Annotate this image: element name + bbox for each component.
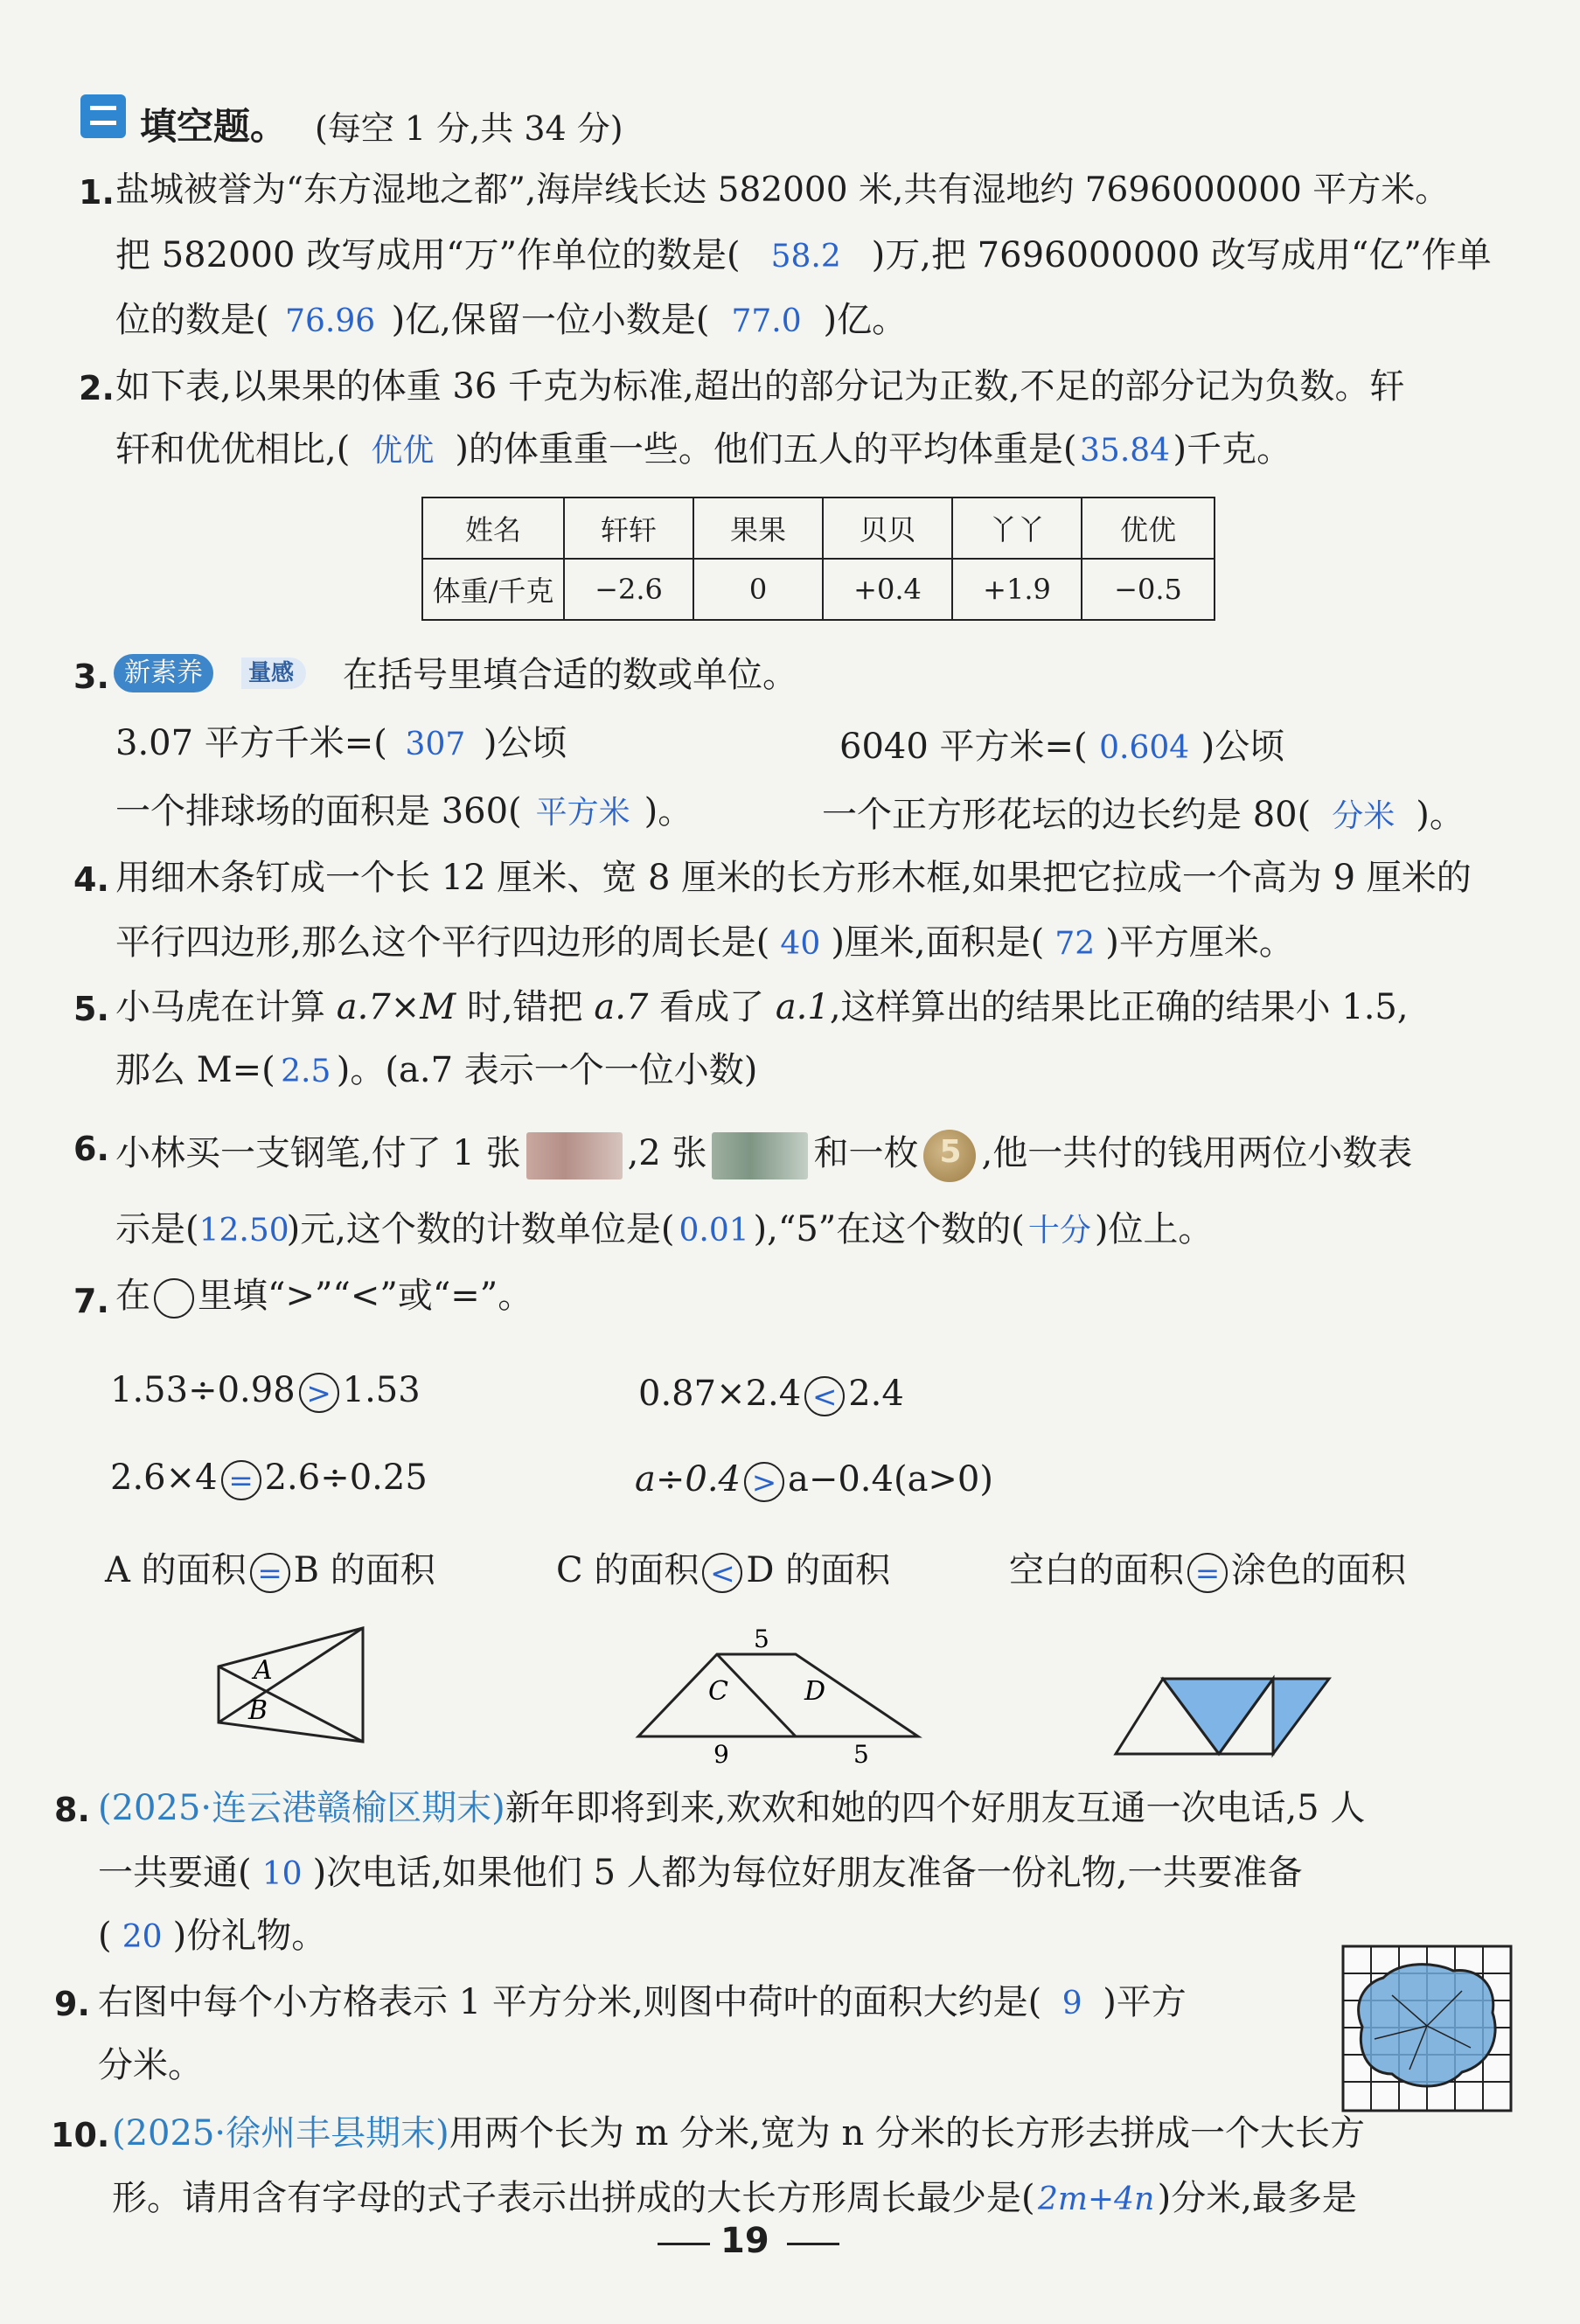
q6-answer-1[interactable]: 12.50 — [198, 1213, 289, 1249]
section-title: 填空题。 — [140, 105, 288, 148]
page-number-dash-left — [658, 2243, 710, 2245]
table-cell: 0 — [693, 559, 823, 620]
q2-line2: 轩和优优相比,( 优优 )的体重重一些。他们五人的平均体重是(35.84)千克。 — [115, 429, 1292, 470]
q9-answer-1[interactable]: 9 — [1061, 1986, 1082, 2021]
ten-yuan-note-icon — [526, 1132, 623, 1179]
q7-intro: 在 里填“>”“<”或“=”。 — [115, 1278, 532, 1319]
q9-number: 9. — [54, 1985, 90, 2023]
q5-number: 5. — [73, 990, 109, 1028]
q8-line2: 一共要通( 10 )次电话,如果他们 5 人都为每位好朋友准备一份礼物,一共要准备 — [98, 1853, 1303, 1893]
q5-line1: 小马虎在计算 a.7×M 时,错把 a.7 看成了 a.1,这样算出的结果比正确的结果小 1.5, — [115, 987, 1409, 1027]
q7-answer-4[interactable]: > — [744, 1462, 784, 1502]
q6-answer-2[interactable]: 0.01 — [679, 1213, 749, 1249]
section-note: (每空 1 分,共 34 分) — [315, 109, 623, 148]
section-number-icon — [80, 94, 126, 138]
q1-answer-3[interactable]: 77.0 — [731, 303, 802, 339]
q3-answer-1[interactable]: 307 — [405, 727, 466, 762]
q10-source: (2025·徐州丰县期末) — [112, 2113, 449, 2154]
q10-line2: 形。请用含有字母的式子表示出拼成的大长方形周长最少是(2m+4n)分米,最多是 — [112, 2178, 1357, 2218]
q3-number: 3. — [73, 658, 109, 696]
label-a: A — [254, 1655, 273, 1686]
q7-compare-6: C 的面积 < D 的面积 — [556, 1550, 891, 1591]
q7-answer-5[interactable]: = — [250, 1553, 290, 1593]
label-top-5: 5 — [754, 1625, 769, 1653]
q4-answer-2[interactable]: 72 — [1054, 926, 1096, 962]
q9-line2: 分米。 — [98, 2045, 203, 2085]
page-number: 19 — [720, 2221, 769, 2261]
q1-number: 1. — [79, 173, 115, 212]
page-number-dash-right — [787, 2243, 839, 2245]
q6-number: 6. — [73, 1130, 109, 1168]
q1-answer-2[interactable]: 76.96 — [285, 303, 376, 339]
q1-line2: 把 582000 改写成用“万”作单位的数是( 58.2 )万,把 7696000000 改写成用“亿”作单 — [115, 235, 1492, 275]
table-row — [422, 559, 1215, 620]
q7-compare-4: a÷0.4 > a−0.4(a>0) — [635, 1459, 993, 1500]
q2-answer-1[interactable]: 优优 — [371, 433, 435, 469]
q1-answer-1[interactable]: 58.2 — [770, 239, 841, 275]
table-header: 优优 — [1082, 498, 1215, 559]
table-header: 姓名 — [422, 498, 564, 559]
table-cell: +1.9 — [952, 559, 1082, 620]
q6-line2: 示是(12.50)元,这个数的计数单位是( 0.01 ),“5”在这个数的( 十分 )位上。 — [115, 1209, 1214, 1249]
q3-line1-left: 3.07 平方千米=( 307 )公顷 — [115, 723, 567, 763]
q3-line2-left: 一个排球场的面积是 360( 平方米 )。 — [115, 791, 693, 831]
q6-line1: 小林买一支钢笔,付了 1 张 ,2 张 和一枚 5 ,他一共付的钱用两位小数表 — [115, 1130, 1412, 1182]
q5-answer-1[interactable]: 2.5 — [281, 1054, 331, 1089]
q3-intro: 在括号里填合适的数或单位。 — [343, 655, 797, 695]
q6-answer-3[interactable]: 十分 — [1027, 1213, 1091, 1249]
five-jiao-coin-icon: 5 — [923, 1130, 976, 1182]
shaded-triangles-figure — [1110, 1672, 1338, 1759]
label-c: C — [708, 1676, 728, 1707]
table-header: 轩轩 — [564, 498, 693, 559]
q8-line1: (2025·连云港赣榆区期末)新年即将到来,欢欢和她的四个好朋友互通一次电话,5 人 — [98, 1788, 1366, 1828]
q7-number: 7. — [73, 1282, 109, 1320]
q4-line1: 用细木条钉成一个长 12 厘米、宽 8 厘米的长方形木框,如果把它拉成一个高为 9 厘米的 — [115, 858, 1472, 898]
q2-line1: 如下表,以果果的体重 36 千克为标准,超出的部分记为正数,不足的部分记为负数。轩 — [115, 366, 1405, 407]
q2-answer-2[interactable]: 35.84 — [1080, 433, 1171, 469]
label-bottom-5: 5 — [853, 1740, 869, 1764]
q7-answer-2[interactable]: < — [804, 1376, 845, 1416]
q4-number: 4. — [73, 860, 109, 899]
q1-line1: 盐城被誉为“东方湿地之都”,海岸线长达 582000 米,共有湿地约 7696000000 平方米。 — [115, 170, 1450, 210]
q10-number: 10. — [51, 2116, 110, 2154]
q7-answer-1[interactable]: > — [299, 1373, 339, 1413]
q8-answer-1[interactable]: 10 — [261, 1856, 303, 1892]
q7-compare-7: 空白的面积 = 涂色的面积 — [1009, 1550, 1406, 1591]
table-cell: −2.6 — [564, 559, 693, 620]
q3-line1-right: 6040 平方米=( 0.604 )公顷 — [839, 727, 1285, 767]
one-yuan-note-icon — [712, 1132, 808, 1179]
q8-line3: ( 20 )份礼物。 — [98, 1916, 327, 1956]
table-cell: 体重/千克 — [422, 559, 564, 620]
trapezoid-cd-figure — [630, 1625, 927, 1764]
q2-number: 2. — [79, 369, 115, 407]
q7-answer-6[interactable]: < — [702, 1553, 742, 1593]
q10-answer-1[interactable]: 2m+4n — [1037, 2181, 1155, 2217]
q7-compare-3: 2.6×4 = 2.6÷0.25 — [110, 1458, 428, 1499]
q5-line2: 那么 M=( 2.5 )。(a.7 表示一个一位小数) — [115, 1050, 758, 1090]
q1-line3: 位的数是( 76.96 )亿,保留一位小数是( 77.0 )亿。 — [115, 300, 908, 340]
weight-table — [421, 497, 1215, 621]
q4-answer-1[interactable]: 40 — [780, 926, 821, 962]
blank-circle-icon — [154, 1278, 194, 1319]
q7-compare-1: 1.53÷0.98 > 1.53 — [110, 1370, 421, 1411]
q8-source: (2025·连云港赣榆区期末) — [98, 1788, 505, 1828]
label-bottom-9: 9 — [713, 1740, 729, 1764]
q8-number: 8. — [54, 1791, 90, 1829]
label-b: B — [248, 1695, 268, 1726]
label-d: D — [804, 1676, 826, 1707]
q3-answer-4[interactable]: 分米 — [1332, 798, 1396, 834]
triangles-ab-figure — [210, 1618, 372, 1749]
table-cell: −0.5 — [1082, 559, 1215, 620]
table-cell: +0.4 — [823, 559, 952, 620]
table-header: 果果 — [693, 498, 823, 559]
q7-answer-7[interactable]: = — [1187, 1553, 1228, 1593]
q3-line2-right: 一个正方形花坛的边长约是 80( 分米 )。 — [822, 795, 1465, 835]
q4-line2: 平行四边形,那么这个平行四边形的周长是( 40 )厘米,面积是( 72 )平方厘米。 — [115, 922, 1294, 963]
q8-answer-2[interactable]: 20 — [122, 1919, 163, 1955]
q7-answer-3[interactable]: = — [221, 1460, 261, 1500]
q3-answer-3[interactable]: 平方米 — [535, 795, 630, 831]
lotus-leaf-grid-figure — [1340, 1943, 1514, 2114]
quantity-sense-tag: 量感 — [241, 658, 306, 689]
table-header: 贝贝 — [823, 498, 952, 559]
q7-compare-5: A 的面积 = B 的面积 — [105, 1550, 435, 1591]
q10-line1: (2025·徐州丰县期末)用两个长为 m 分米,宽为 n 分米的长方形去拼成一个大长方 — [112, 2113, 1365, 2154]
q3-answer-2[interactable]: 0.604 — [1099, 730, 1190, 766]
new-literacy-badge: 新素养 — [114, 654, 213, 692]
q7-compare-2: 0.87×2.4 < 2.4 — [638, 1374, 904, 1415]
q9-line1: 右图中每个小方格表示 1 平方分米,则图中荷叶的面积大约是( 9 )平方 — [98, 1982, 1187, 2022]
table-header-row — [422, 498, 1215, 559]
table-header: 丫丫 — [952, 498, 1082, 559]
